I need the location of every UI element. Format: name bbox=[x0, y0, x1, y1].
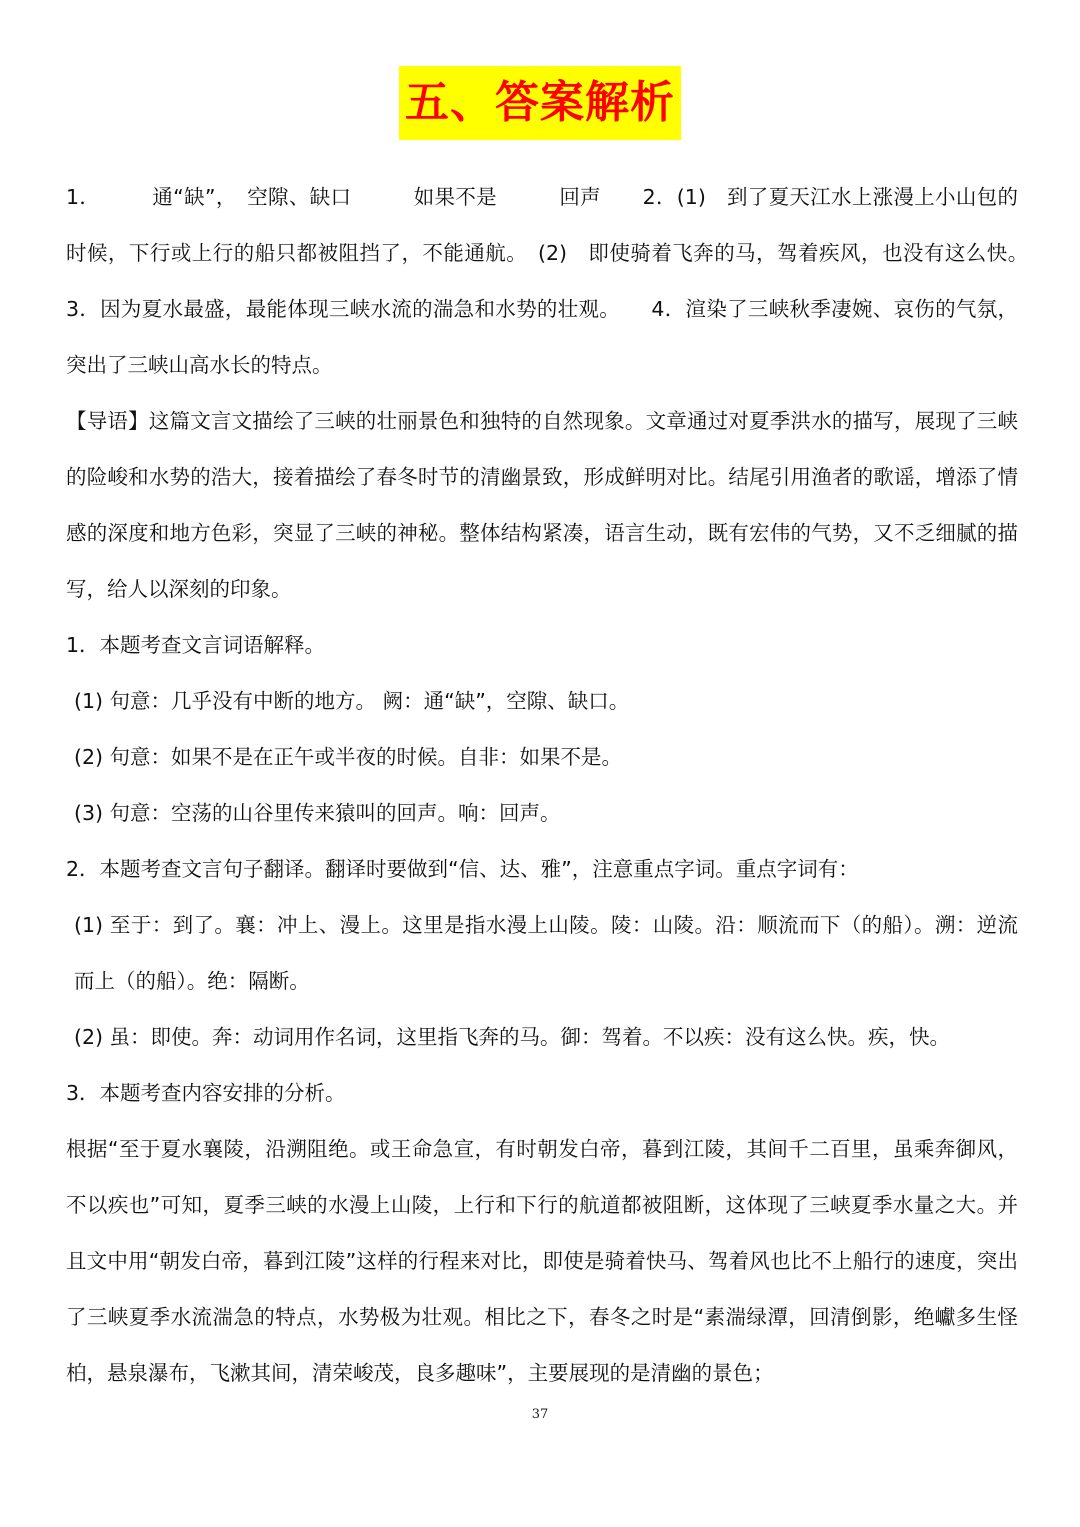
title-container bbox=[0, 66, 1080, 140]
answer-body bbox=[66, 169, 1059, 1401]
question-2-item-2: (2) 虽：即使。奔：动词用作名词，这里指飞奔的马。御：驾着。不以疾：没有这么快。疾，快。 bbox=[74, 1025, 951, 1049]
question-1-item-2: (2) 句意：如果不是在正午或半夜的时候。自非：如果不是。 bbox=[74, 745, 623, 769]
question-3-analysis: 根据“至于夏水襄陵，沿溯阻绝。或王命急宣，有时朝发白帝，暮到江陵，其间千二百里，虽乘奔御风，不以疾也”可知，夏季三峡的水漫上山陵，上行和下行的航道都被阻断，这体现了三峡夏季水量之大。并且文中用“朝发白帝，暮到江陵”这样的行程来对比，即使是骑着快马、驾着风也比不上船行的速度，突出了三峡夏季水流湍急的特点，水势极为壮观。相比之下，春冬之时是“素湍绿潭，回清倒影，绝巘多生怪柏，悬泉瀑布，飞漱其间，清荣峻茂，良多趣味”，主要展现的是清幽的景色； bbox=[66, 1137, 1018, 1385]
answer-summary-paragraph: 1． 通“缺”， 空隙、缺口 如果不是 回声 2．(1) 到了夏天江水上涨漫上小山包的时候，下行或上行的船只都被阻挡了，不能通航。 (2) 即使骑着飞奔的马，驾着疾风，也没有这么快。 3．因为夏水最盛，最能体现三峡水流的湍急和水势的壮观。 4．渲染了三峡秋季凄婉、哀伤的气氛，突出了三峡山高水长的特点。 bbox=[66, 185, 1059, 377]
question-1-heading: 1．本题考查文言词语解释。 bbox=[66, 633, 326, 657]
question-2-item-1: (1) 至于：到了。襄：冲上、漫上。这里是指水漫上山陵。陵：山陵。沿：顺流而下（的船）。溯：逆流而上（的船）。绝：隔断。 bbox=[74, 913, 1018, 993]
page-number: 37 bbox=[531, 1407, 549, 1422]
page-title: 五、答案解析 bbox=[399, 66, 681, 140]
question-1-item-3: (3) 句意：空荡的山谷里传来猿叫的回声。响：回声。 bbox=[74, 801, 561, 825]
question-1-item-1: (1) 句意：几乎没有中断的地方。 阙：通“缺”，空隙、缺口。 bbox=[74, 689, 630, 713]
intro-paragraph: 【导语】这篇文言文描绘了三峡的壮丽景色和独特的自然现象。文章通过对夏季洪水的描写，展现了三峡的险峻和水势的浩大，接着描绘了春冬时节的清幽景致，形成鲜明对比。结尾引用渔者的歌谣，增添了情感的深度和地方色彩，突显了三峡的神秘。整体结构紧凑，语言生动，既有宏伟的气势，又不乏细腻的描写，给人以深刻的印象。 bbox=[66, 409, 1018, 601]
question-3-heading: 3．本题考查内容安排的分析。 bbox=[66, 1081, 346, 1105]
question-2-heading: 2．本题考查文言句子翻译。翻译时要做到“信、达、雅”，注意重点字词。重点字词有： bbox=[66, 857, 859, 881]
